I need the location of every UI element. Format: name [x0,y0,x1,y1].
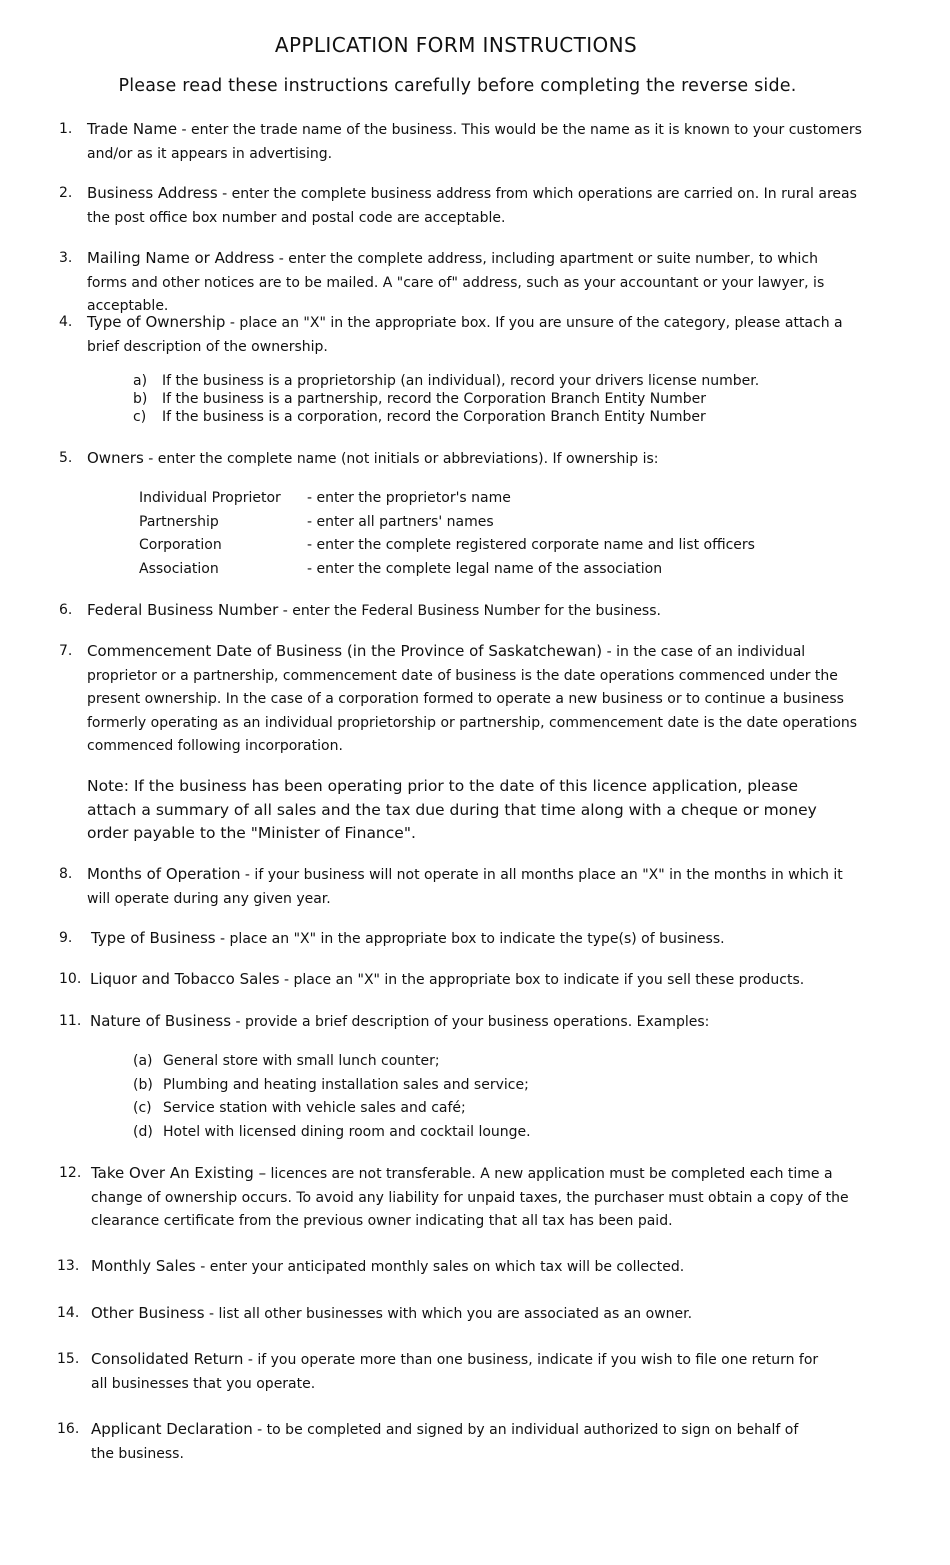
item-heading: Federal Business Number [87,601,279,619]
item-text: - if your business will not operate in all months place an "X" in the months in which it will operate during any given year. [87,867,843,907]
page-title: APPLICATION FORM INSTRUCTIONS [274,33,638,57]
item-text: - enter the complete address, including apartment or suite number, to which forms and other notices are to be mailed. A "care of" address, such as your accountant or your lawyer, is acceptable. [87,251,825,314]
item-text: - enter the complete business address from which operations are carried on. In rural areas the post office box number and postal code are acceptable. [87,186,857,226]
list-text: If the business is a partnership, record the Corporation Branch Entity Number [162,391,707,407]
item-heading: Business Address [87,184,218,202]
item-body [87,311,862,359]
item-heading: Trade Name [87,120,178,138]
owner-instruction: - enter the complete legal name of the association [307,560,663,577]
item-body [91,1348,836,1396]
list-text: Plumbing and heating installation sales and service; [163,1076,529,1093]
item-number: 8. [59,866,73,882]
list-item [133,408,759,426]
owner-instruction: - enter the complete registered corporate name and list officers [307,537,755,553]
item-text: - provide a brief description of your business operations. Examples: [231,1014,710,1030]
item-text: - in the case of an individual proprietor or a partnership, commencement date of business is the date operations commenced under the present ownership. In the case of a corporation formed to operate a new business or to continue a business formerly operating as an individual proprietorship or partnership, commencement date is the date operations commenced following incorporation. [87,644,858,754]
list-label: (d) [133,1123,153,1140]
item-heading: Months of Operation [87,865,241,883]
list-item [133,372,759,390]
list-label: b) [133,391,148,407]
item-heading: Owners [87,449,144,467]
item-number: 4. [59,314,73,330]
item-number: 16. [57,1421,80,1437]
item-body [91,1302,866,1327]
item-number: 15. [57,1351,80,1367]
item-body [87,247,862,319]
list-label: a) [133,373,148,389]
item-body [87,447,862,472]
item-heading: Mailing Name or Address [87,249,275,267]
item-body [87,118,862,166]
note-paragraph: Note: If the business has been operating prior to the date of this licence application, please attach a summary of all sales and the tax due during that time along with a cheque or money order payable to the "Minister of Finance". [87,777,817,842]
owner-type: Individual Proprietor [139,490,281,506]
item-text: - list all other businesses with which you are associated as an owner. [204,1306,693,1322]
table-row [139,487,755,511]
item-body [91,927,866,952]
item-body [90,968,865,993]
item-text: - place an "X" in the appropriate box to indicate if you sell these products. [279,972,805,988]
item-number: 6. [59,602,73,618]
item-text: licences are not transferable. A new application must be completed each time a change of ownership occurs. To avoid any liability for unpaid taxes, the purchaser must obtain a copy of the clearance certificate from the previous owner indicating that all tax has been paid. [91,1166,849,1229]
item-body [87,182,862,230]
item-heading: Type of Business [91,929,216,947]
page-subtitle: Please read these instructions carefully before completing the reverse side. [118,76,797,96]
item-heading: Applicant Declaration [91,1420,253,1438]
item-text: - place an "X" in the appropriate box. If you are unsure of the category, please attach a brief description of the ownership. [87,315,843,355]
item-number: 13. [57,1258,80,1274]
item-number: 11. [59,1013,82,1029]
owner-instruction: - enter the proprietor's name [307,490,511,506]
item-number: 1. [59,121,73,137]
item-body [91,1162,851,1234]
item-number: 3. [59,250,73,266]
item-heading: Other Business [91,1304,205,1322]
item-heading: Commencement Date of Business (in the Province of Saskatchewan) [87,642,603,660]
item-text: - to be completed and signed by an individual authorized to sign on behalf of the business. [91,1422,799,1462]
list-item [133,1097,531,1121]
item-number: 2. [59,185,73,201]
item-text: - enter the complete name (not initials or abbreviations). If ownership is: [143,451,659,467]
list-item [133,1121,531,1145]
owner-type: Partnership [139,513,219,530]
owner-type: Association [139,560,219,577]
owners-table [139,487,755,581]
item-heading: Liquor and Tobacco Sales [90,970,280,988]
list-label: (c) [133,1100,152,1116]
item-heading: Monthly Sales [91,1257,196,1275]
list-text: If the business is a corporation, record the Corporation Branch Entity Number [162,409,706,425]
list-text: Service station with vehicle sales and café; [163,1100,466,1116]
list-item [133,390,759,408]
item-body [87,640,862,759]
item-heading: Nature of Business [90,1012,232,1030]
item-text: - place an "X" in the appropriate box to indicate the type(s) of business. [215,931,725,947]
item-heading: Take Over An Existing – [91,1164,267,1182]
item-number: 14. [57,1305,80,1321]
item-number: 12. [59,1165,82,1181]
list-text: If the business is a proprietorship (an individual), record your drivers license number. [162,373,760,389]
item-body [87,599,862,624]
owner-type: Corporation [139,537,222,553]
list-label: c) [133,409,147,425]
item-body [91,1255,866,1280]
list-item [133,1050,531,1074]
table-row [139,511,755,535]
list-text: Hotel with licensed dining room and cocktail lounge. [163,1123,531,1140]
item-text: - enter your anticipated monthly sales on which tax will be collected. [195,1259,685,1275]
item-heading: Consolidated Return [91,1350,244,1368]
item-body [90,1010,865,1035]
item-text: - enter the trade name of the business. This would be the name as it is known to your customers and/or as it appears in advertising. [87,122,862,162]
table-row [139,534,755,558]
list-label: (b) [133,1076,153,1093]
item-body [91,1418,821,1466]
examples-list [133,1050,531,1144]
table-row [139,558,755,582]
item-number: 7. [59,643,73,659]
item-text: - if you operate more than one business, indicate if you wish to file one return for all businesses that you operate. [91,1352,819,1392]
item-text: - enter the Federal Business Number for the business. [278,603,661,619]
list-label: (a) [133,1053,153,1069]
item-number: 5. [59,450,73,466]
ownership-type-list [133,372,759,426]
list-text: General store with small lunch counter; [163,1053,440,1069]
item-number: 9. [59,930,73,946]
item-number: 10. [59,971,82,987]
owner-instruction: - enter all partners' names [307,513,494,530]
item-body [87,863,862,911]
list-item [133,1074,531,1098]
item-heading: Type of Ownership [87,313,226,331]
